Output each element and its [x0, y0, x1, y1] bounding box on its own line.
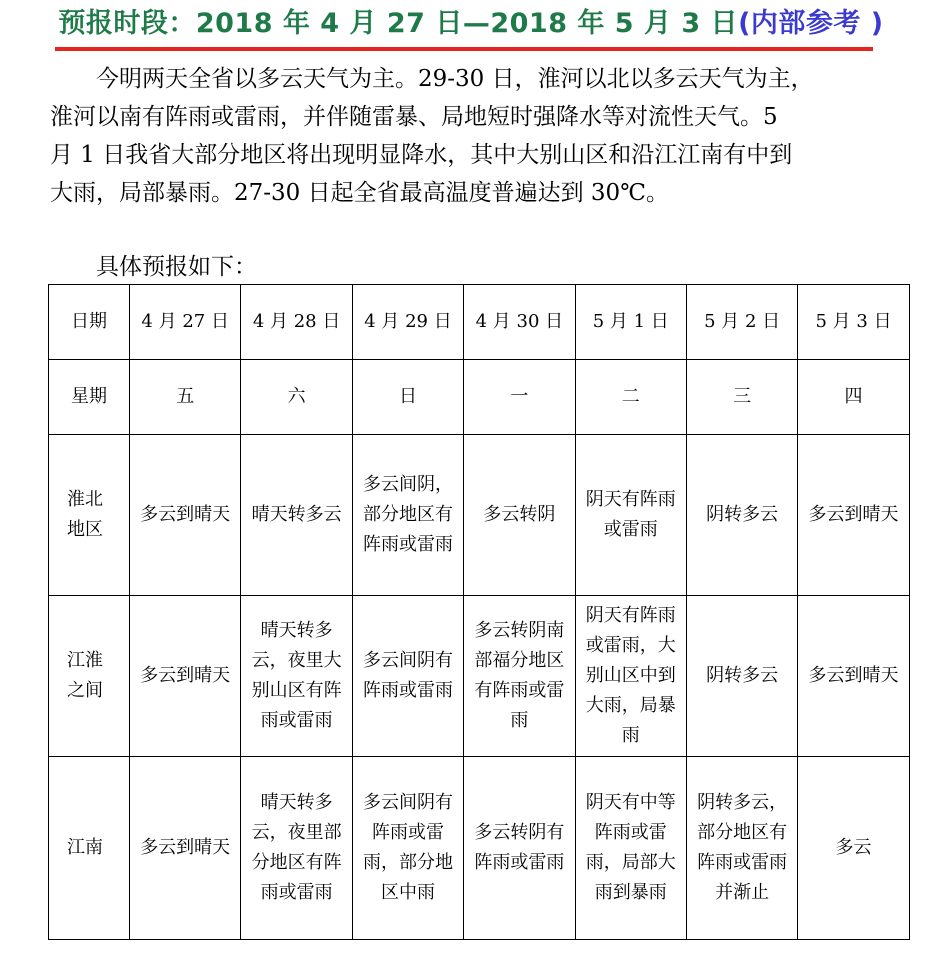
- row-header-date: 日期: [49, 285, 130, 360]
- date-cell: 4 月 30 日: [464, 285, 575, 360]
- forecast-cell: [798, 757, 909, 940]
- date-cell: 5 月 2 日: [686, 285, 797, 360]
- summary-line: 月 1 日我省大部分地区将出现明显降水，其中大别山区和沿江江南有中到: [50, 142, 793, 168]
- region-name: 淮北地区: [67, 489, 103, 540]
- forecast-cell: [686, 757, 797, 940]
- table-row-region-jiangnan: [49, 757, 910, 940]
- date-cell: 4 月 27 日: [130, 285, 241, 360]
- forecast-text: 阴转多云: [706, 504, 779, 525]
- forecast-cell: [686, 435, 797, 596]
- summary-line: 今明两天全省以多云天气为主。29-30 日，淮河以北以多云天气为主，: [96, 66, 814, 92]
- forecast-cell: [798, 435, 909, 596]
- forecast-cell: [130, 596, 241, 757]
- date-cell: 5 月 1 日: [575, 285, 686, 360]
- forecast-text: 多云转阴南部福分地区有阵雨或雷雨: [474, 620, 565, 731]
- summary-line: 淮河以南有阵雨或雷雨，并伴随雷暴、局地短时强降水等对流性天气。5: [50, 104, 778, 130]
- forecast-table: [48, 284, 910, 940]
- forecast-cell: [686, 596, 797, 757]
- forecast-text: 阴天有阵雨或雷雨: [585, 489, 676, 540]
- forecast-text: 阴转多云: [706, 665, 779, 686]
- forecast-text: 多云间阴有阵雨或雷雨: [362, 650, 453, 701]
- region-name: 江南: [67, 837, 103, 858]
- forecast-text: 多云间阴有阵雨或雷雨，部分地区中雨: [362, 792, 453, 903]
- weekday-cell: 四: [798, 360, 909, 435]
- weekday-cell: 一: [464, 360, 575, 435]
- forecast-text: 多云转阴有阵雨或雷雨: [474, 822, 565, 873]
- forecast-text: 晴天转多云，夜里大别山区有阵雨或雷雨: [251, 620, 342, 731]
- summary-line: 大雨，局部暴雨。27-30 日起全省最高温度普遍达到 30℃。: [50, 180, 669, 206]
- forecast-cell: [352, 757, 463, 940]
- forecast-text: 多云到晴天: [808, 665, 899, 686]
- forecast-text: 多云间阴，部分地区有阵雨或雷雨: [362, 474, 453, 555]
- forecast-cell: [464, 757, 575, 940]
- summary-paragraph: [50, 60, 894, 212]
- date-cell: 4 月 28 日: [241, 285, 352, 360]
- region-name-cell: [49, 596, 130, 757]
- forecast-cell: [130, 757, 241, 940]
- weekday-cell: 五: [130, 360, 241, 435]
- forecast-text: 晴天转多云: [251, 504, 342, 525]
- forecast-period-title: [0, 6, 942, 42]
- forecast-cell: [241, 596, 352, 757]
- date-cell: 4 月 29 日: [352, 285, 463, 360]
- table-row-dates: [49, 285, 910, 360]
- date-cell: 5 月 3 日: [798, 285, 909, 360]
- forecast-text: 晴天转多云，夜里部分地区有阵雨或雷雨: [251, 792, 342, 903]
- forecast-cell: [241, 435, 352, 596]
- forecast-text: 阴天有中等阵雨或雷雨，局部大雨到暴雨: [585, 792, 676, 903]
- forecast-cell: [575, 435, 686, 596]
- forecast-text: 阴转多云，部分地区有阵雨或雷雨并渐止: [697, 792, 788, 903]
- forecast-cell: [352, 435, 463, 596]
- title-period: 预报时段：2018 年 4 月 27 日—2018 年 5 月 3 日: [58, 8, 739, 39]
- forecast-lead: 具体预报如下：: [96, 254, 257, 280]
- row-header-weekday: 星期: [49, 360, 130, 435]
- forecast-text: 多云: [835, 837, 872, 858]
- region-name-cell: [49, 435, 130, 596]
- forecast-cell: [575, 596, 686, 757]
- region-name: 江淮之间: [67, 650, 103, 701]
- forecast-cell: [464, 435, 575, 596]
- forecast-text: 多云到晴天: [140, 665, 231, 686]
- weekday-cell: 二: [575, 360, 686, 435]
- table-row-region-huaibei: [49, 435, 910, 596]
- title-note: (内部参考 ): [738, 8, 884, 39]
- forecast-text: 多云转阴: [483, 504, 556, 525]
- table-row-region-jianghuai: [49, 596, 910, 757]
- forecast-text: 多云到晴天: [808, 504, 899, 525]
- forecast-cell: [241, 757, 352, 940]
- forecast-text: 阴天有阵雨或雷雨，大别山区中到大雨，局暴雨: [585, 605, 676, 746]
- forecast-cell: [130, 435, 241, 596]
- forecast-cell: [575, 757, 686, 940]
- weekday-cell: 六: [241, 360, 352, 435]
- weekday-cell: 日: [352, 360, 463, 435]
- table-row-weekdays: [49, 360, 910, 435]
- region-name-cell: [49, 757, 130, 940]
- forecast-cell: [464, 596, 575, 757]
- title-divider: [55, 47, 873, 51]
- weekday-cell: 三: [686, 360, 797, 435]
- forecast-cell: [798, 596, 909, 757]
- forecast-cell: [352, 596, 463, 757]
- forecast-text: 多云到晴天: [140, 504, 231, 525]
- forecast-text: 多云到晴天: [140, 837, 231, 858]
